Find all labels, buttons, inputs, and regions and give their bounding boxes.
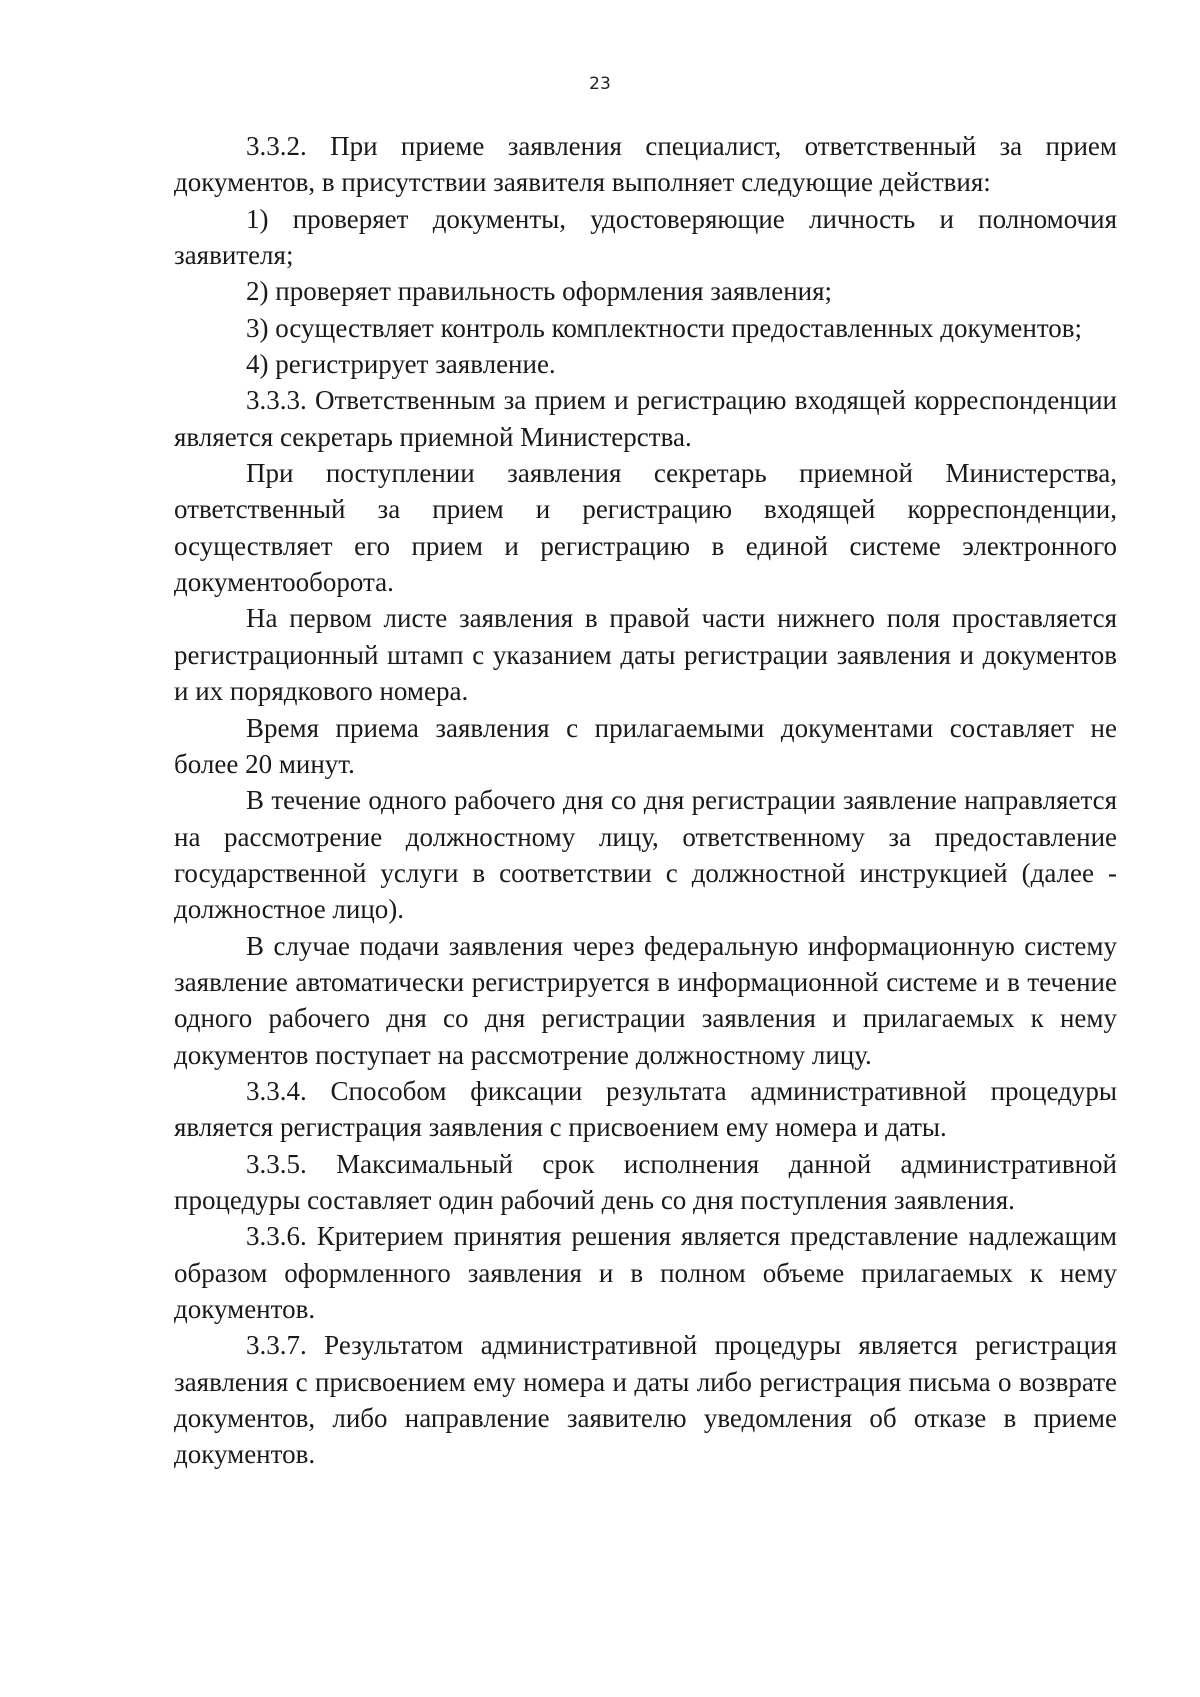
- paragraph-3-3-2: 3.3.2. При приеме заявления специалист, ответственный за прием документов, в присутствии заявителя выполняет следующие действия:: [174, 131, 1117, 198]
- paragraph-3-3-6: 3.3.6. Критерием принятия решения является представление надлежащим образом оформленного заявления и в полном объеме прилагаемых к нему документов.: [174, 1221, 1117, 1324]
- list-item-4: 4) регистрирует заявление.: [246, 349, 556, 380]
- paragraph-federal-system: В случае подачи заявления через федеральную информационную систему заявление автоматически регистрируется в информационной системе и в течение одного рабочего дня со дня регистрации заявления и прилагаемых к нему документов поступает на рассмотрение должностному лицу.: [174, 930, 1117, 1070]
- paragraph-3-3-5: 3.3.5. Максимальный срок исполнения данной административной процедуры составляет один рабочий день со дня поступления заявления.: [174, 1148, 1117, 1215]
- paragraph-time: Время приема заявления с прилагаемыми документами составляет не более 20 минут.: [174, 712, 1117, 779]
- paragraph-3-3-4: 3.3.4. Способом фиксации результата административной процедуры является регистрация заявления с присвоением ему номера и даты.: [174, 1075, 1117, 1143]
- list-item-2: 2) проверяет правильность оформления заявления;: [246, 276, 833, 307]
- paragraph-receipt: При поступлении заявления секретарь приемной Министерства, ответственный за прием и регистрацию входящей корреспонденции, осуществляет его прием и регистрацию в единой системе электронного документооборота.: [174, 458, 1117, 598]
- paragraph-3-3-3: 3.3.3. Ответственным за прием и регистрацию входящей корреспонденции является секретарь приемной Министерства.: [174, 385, 1117, 452]
- page-number: 23: [589, 74, 611, 94]
- paragraph-3-3-7: 3.3.7. Результатом административной процедуры является регистрация заявления с присвоением ему номера и даты либо регистрация письма о возврате документов, либо направление заявителю уведомления об отказе в приеме документов.: [174, 1330, 1117, 1470]
- list-item-3: 3) осуществляет контроль комплектности предоставленных документов;: [246, 312, 1083, 343]
- paragraph-stamp: На первом листе заявления в правой части нижнего поля проставляется регистрационный штамп с указанием даты регистрации заявления и документов и их порядкового номера.: [174, 603, 1117, 707]
- paragraph-referral: В течение одного рабочего дня со дня регистрации заявление направляется на рассмотрение должностному лицу, ответственному за предоставление государственной услуги в соответствии с должностной инструкцией (далее - должностное лицо).: [174, 785, 1117, 925]
- document-body: [174, 128, 1117, 1473]
- list-item-1: 1) проверяет документы, удостоверяющие личность и полномочия заявителя;: [174, 203, 1117, 271]
